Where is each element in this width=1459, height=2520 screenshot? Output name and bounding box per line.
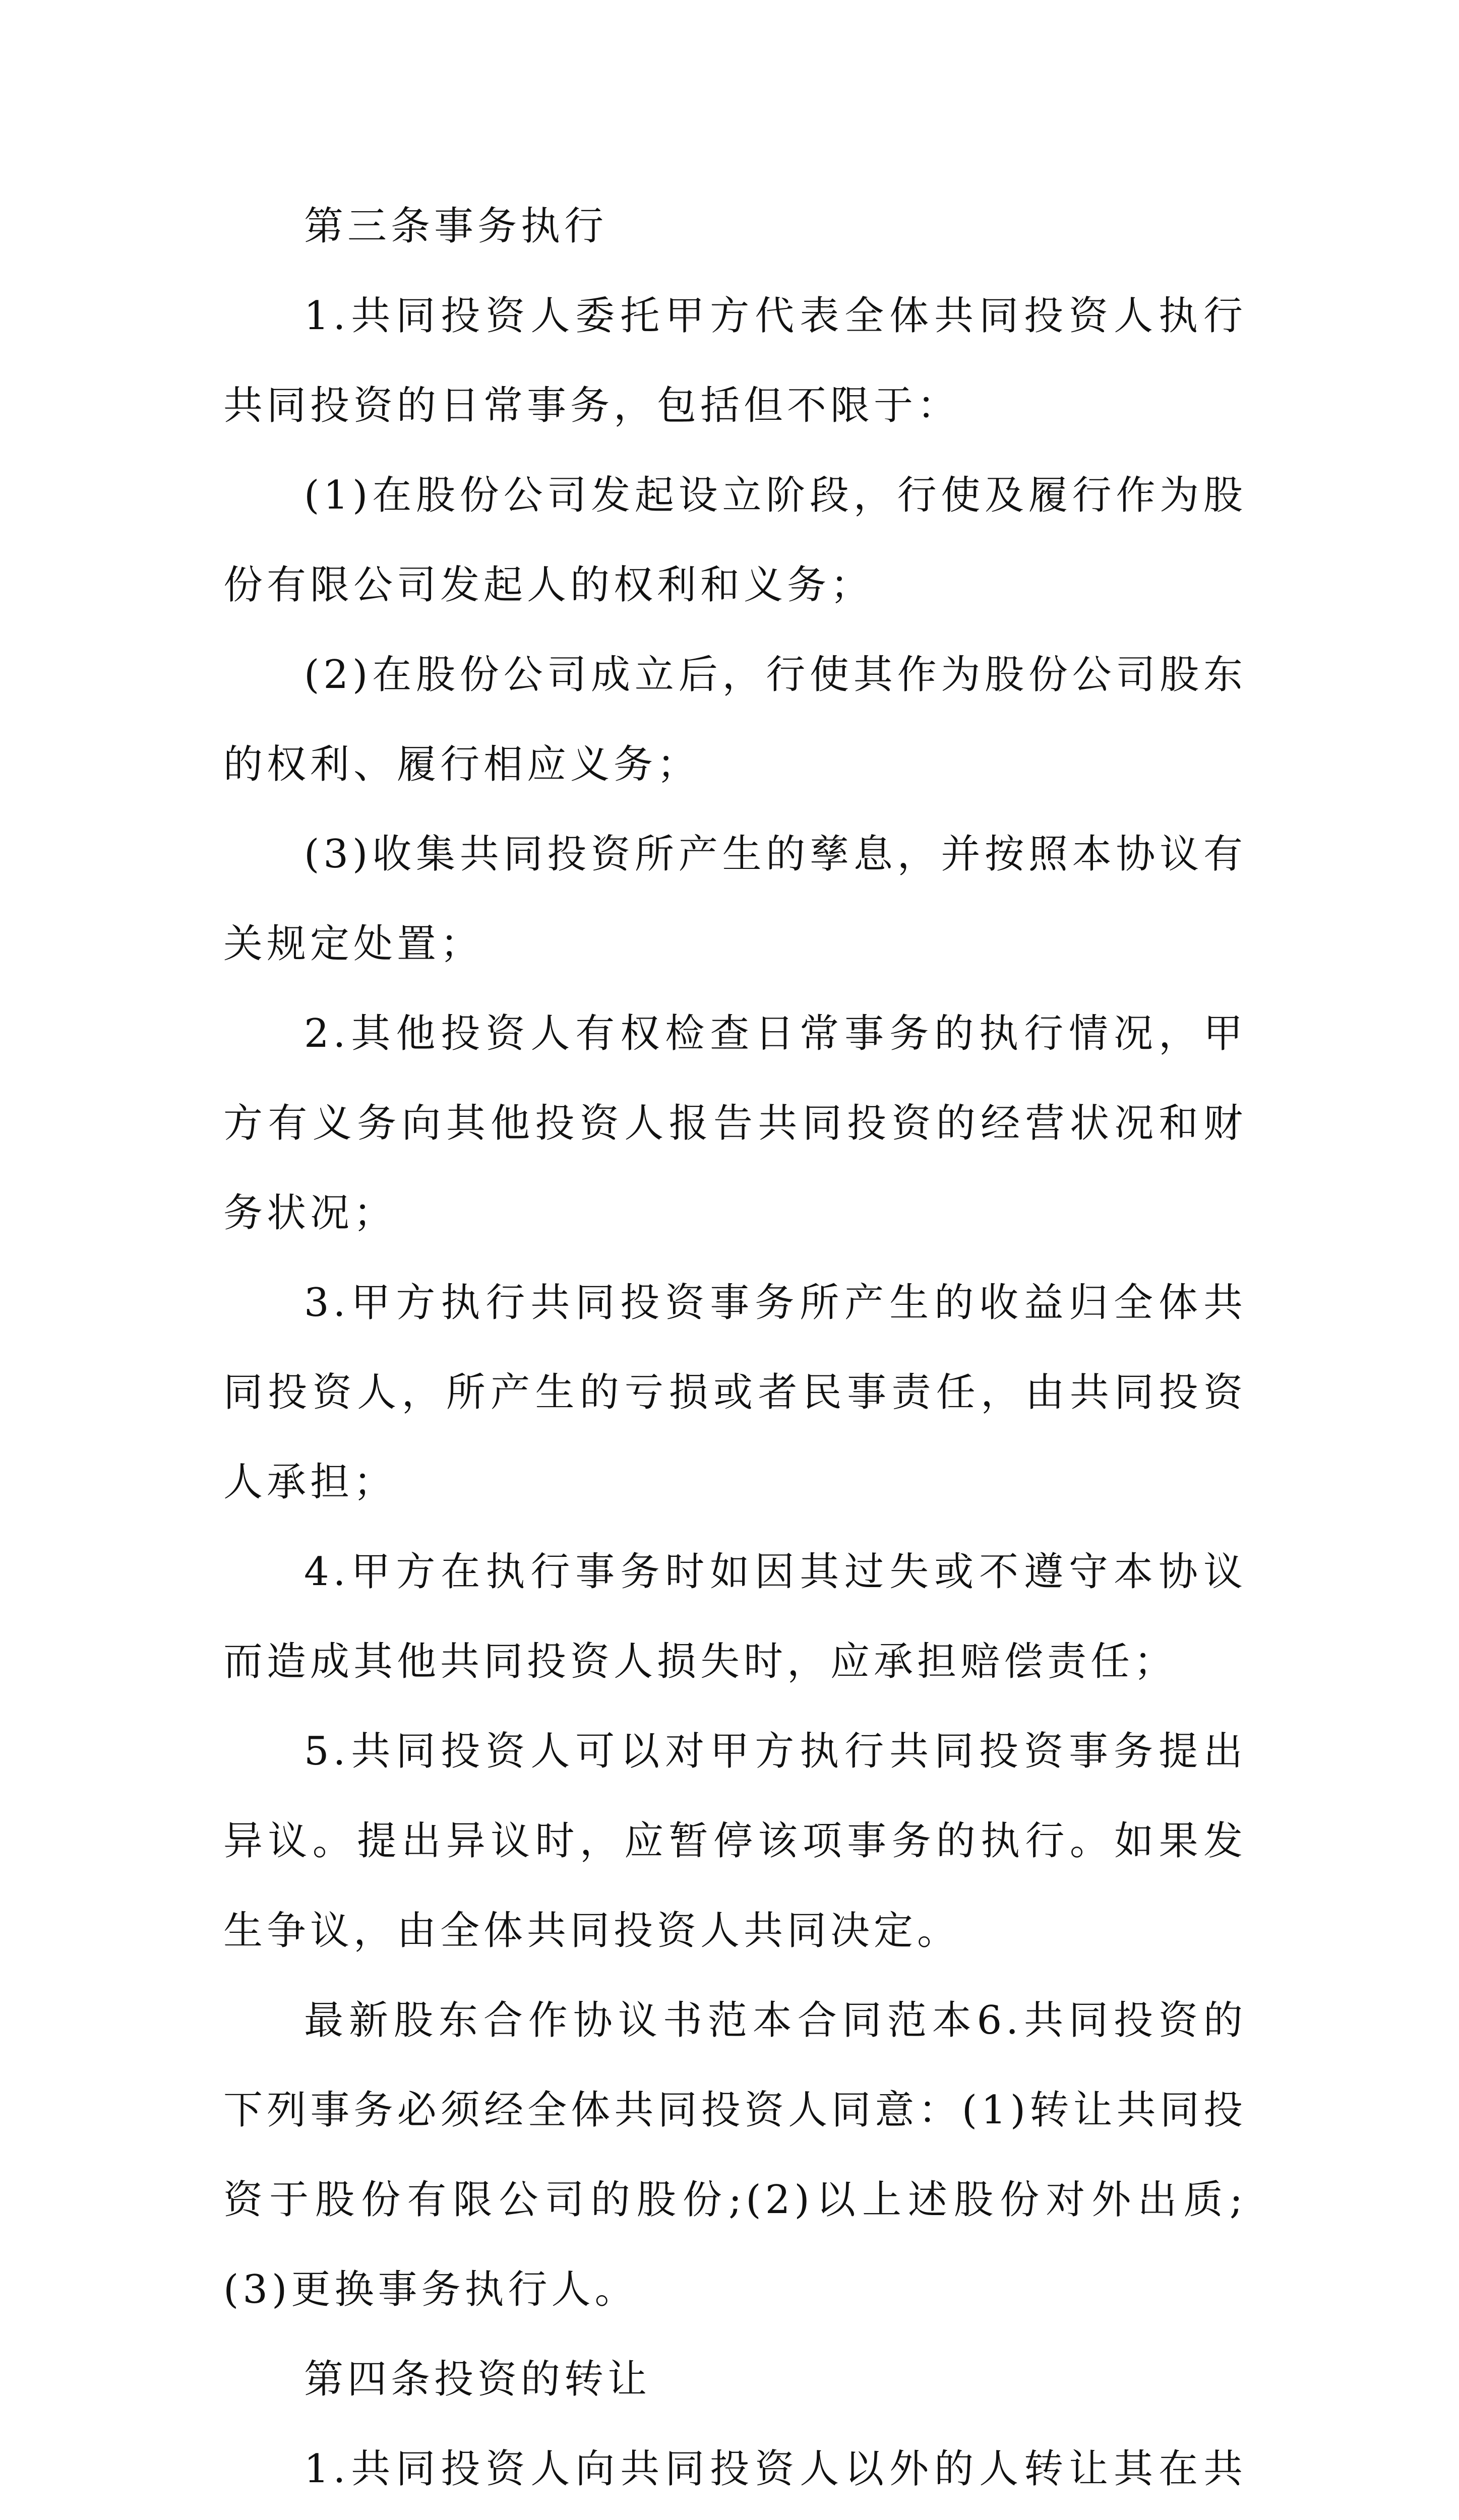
clause-3-4: 4.甲方在执行事务时如因其过失或不遵守本协议而造成其他共同投资人损失时，应承担赔偿责任； bbox=[223, 1549, 1247, 1684]
section-heading-3: 第三条事务执行 bbox=[304, 204, 608, 249]
clause-3-6: 最新股东合作协议书范本合同范本6.共同投资的下列事务必须经全体共同投资人同意：(1)转让共同投资于股份有限公司的股份;(2)以上述股份对外出质;(3)更换事务执行人。 bbox=[223, 1998, 1247, 2312]
clause-3-1-item-1: (1)在股份公司发起设立阶段，行使及履行作为股份有限公司发起人的权利和义务； bbox=[223, 473, 1247, 608]
clause-3-3: 3.甲方执行共同投资事务所产生的收益归全体共同投资人，所产生的亏损或者民事责任，由共同投资人承担； bbox=[223, 1280, 1247, 1505]
document-body bbox=[223, 181, 1247, 2520]
clause-3-5: 5.共同投资人可以对甲方执行共同投资事务提出异议。提出异议时，应暂停该项事务的执行。如果发生争议，由全体共同投资人共同决定。 bbox=[223, 1729, 1247, 1954]
clause-3-1: 1.共同投资人委托甲方代表全体共同投资人执行共同投资的日常事务，包括但不限于： bbox=[223, 293, 1247, 428]
clause-3-1-item-3: (3)收集共同投资所产生的孳息，并按照本协议有关规定处置； bbox=[223, 832, 1247, 967]
section-heading-4: 第四条投资的转让 bbox=[304, 2357, 651, 2402]
clause-4-1: 1.共同投资人向共同投资人以外的人转让其在共 bbox=[304, 2446, 1247, 2492]
clause-3-2: 2.其他投资人有权检查日常事务的执行情况，甲方有义务向其他投资人报告共同投资的经营状况和财务状况； bbox=[223, 1011, 1247, 1236]
clause-3-1-item-2: (2)在股份公司成立后，行使其作为股份公司股东的权利、履行相应义务； bbox=[223, 652, 1247, 787]
